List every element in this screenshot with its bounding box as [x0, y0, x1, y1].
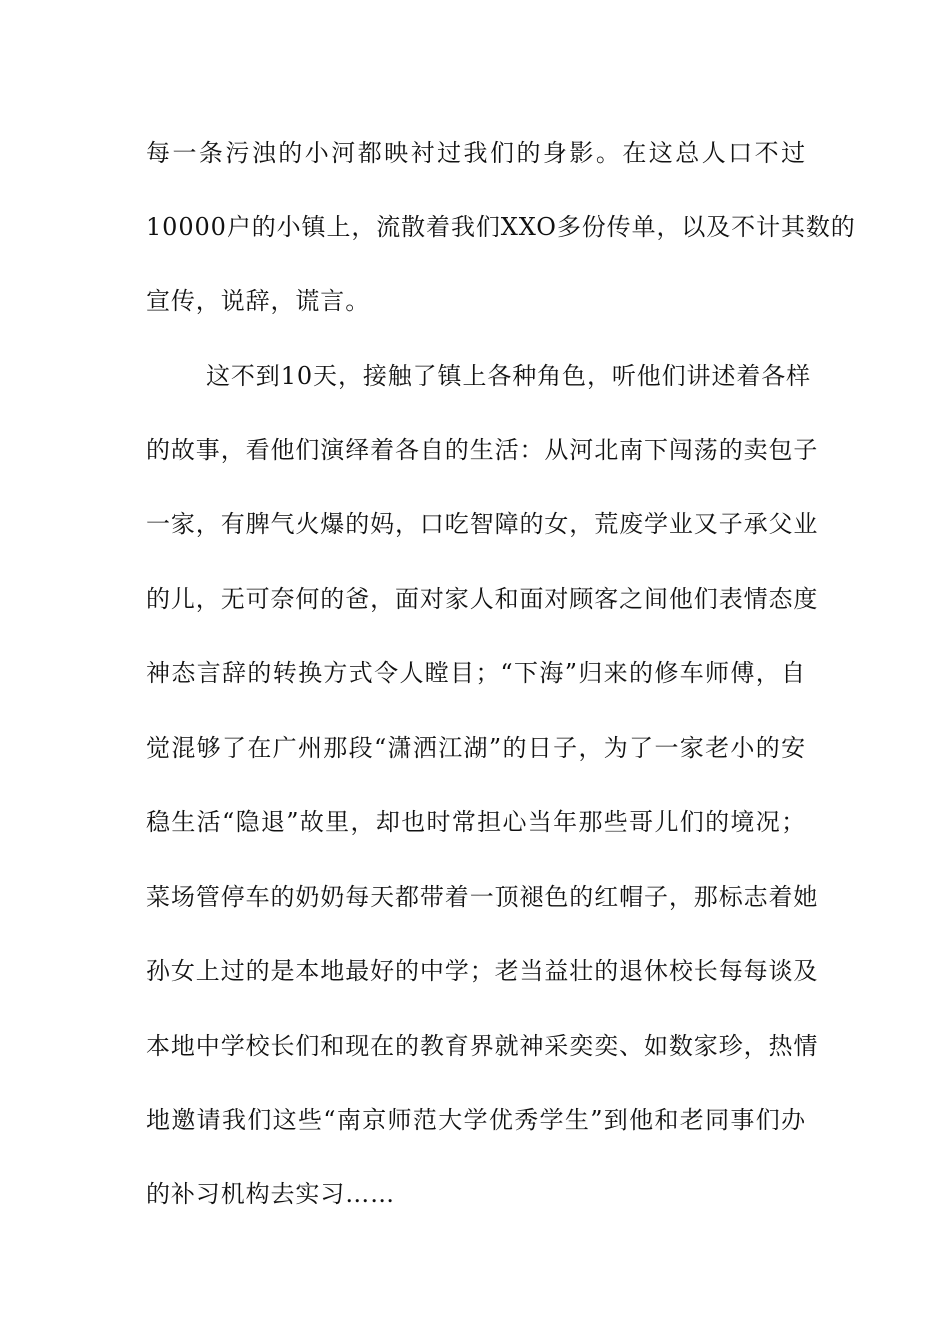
text-line-9: 觉混够了在广州那段“潇洒江湖”的日子，为了一家老小的安: [146, 734, 806, 762]
text-line-13: 本地中学校长们和现在的教育界就神采奕奕、如数家珍，热情: [146, 1032, 819, 1060]
text-line-12: 孙女上过的是本地最好的中学；老当益壮的退休校长每每谈及: [146, 957, 819, 985]
text-line-7: 的儿，无可奈何的爸，面对家人和面对顾客之间他们表情态度: [146, 585, 819, 613]
text-line-15: 的补习机构去实习……: [146, 1180, 395, 1208]
text-line-2: 10000户的小镇上，流散着我们XXO多份传单，以及不计其数的: [146, 213, 856, 241]
text-line-5: 的故事，看他们演绎着各自的生活：从河北南下闯荡的卖包子: [146, 436, 819, 464]
text-line-3: 宣传，说辞，谎言。: [146, 287, 371, 315]
text-line-10: 稳生活“隐退”故里，却也时常担心当年那些哥儿们的境况；: [146, 808, 806, 836]
text-line-11: 菜场管停车的奶奶每天都带着一顶褪色的红帽子，那标志着她: [146, 883, 819, 911]
text-line-4: 这不到10天，接触了镇上各种角色，听他们讲述着各样: [206, 362, 812, 390]
text-line-14: 地邀请我们这些“南京师范大学优秀学生”到他和老同事们办: [146, 1106, 806, 1134]
text-line-8: 神态言辞的转换方式令人瞠目；“下海”归来的修车师傅，自: [146, 659, 806, 687]
text-line-6: 一家，有脾气火爆的妈，口吃智障的女，荒废学业又子承父业: [146, 510, 819, 538]
text-line-1: 每一条污浊的小河都映衬过我们的身影。在这总人口不过: [146, 139, 806, 167]
